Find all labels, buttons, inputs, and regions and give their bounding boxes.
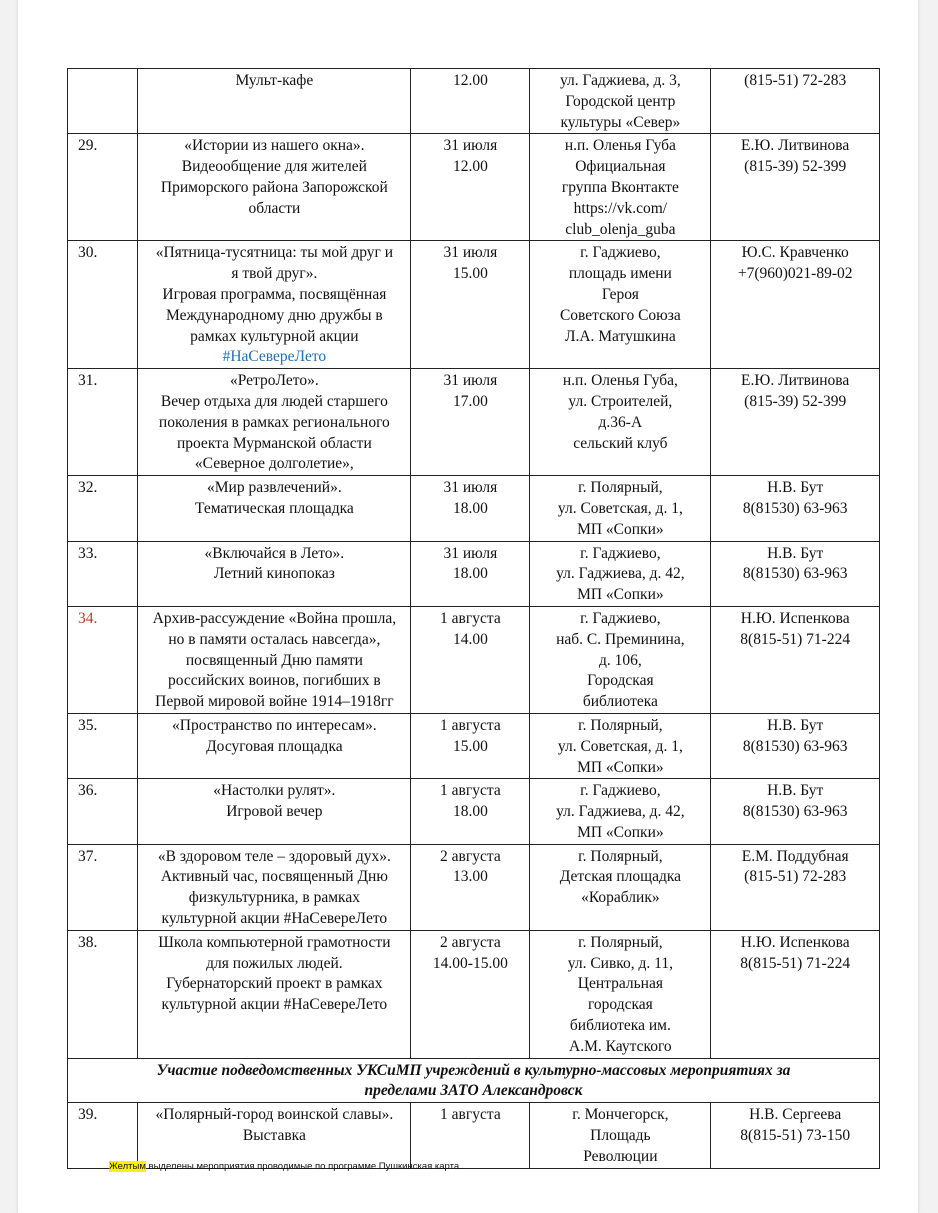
event-date-cell-line: 17.00 xyxy=(452,392,488,410)
row-number: 36. xyxy=(78,782,98,800)
event-name-cell-line: Видеообщение для жителей xyxy=(181,158,367,176)
event-place-cell-line: Городская xyxy=(587,672,654,690)
event-place-cell-line: площадь имени xyxy=(568,265,672,283)
event-place-cell-line: н.п. Оленья Губа, xyxy=(562,372,678,390)
event-name-cell-line: российских воинов, погибших в xyxy=(168,672,381,690)
event-contact-cell-line: 8(81530) 63-963 xyxy=(742,803,848,821)
row-number-cell xyxy=(68,476,138,541)
event-place-cell xyxy=(530,779,711,844)
event-contact-cell-line: 8(815-51) 73-150 xyxy=(740,1127,851,1145)
event-place-cell-line: библиотека xyxy=(582,693,658,711)
event-name-cell-line: «Истории из нашего окна». xyxy=(184,137,365,155)
event-place-cell xyxy=(530,930,711,1058)
event-date-cell-line: 31 июля xyxy=(443,244,498,262)
footnote-text: выделены мероприятия проводимые по программе Пушкинская карта xyxy=(145,1161,460,1172)
event-name-cell xyxy=(138,541,411,606)
row-number: 39. xyxy=(78,1106,98,1124)
event-name-cell-line: Вечер отдыха для людей старшего xyxy=(160,392,388,410)
event-name-cell-line: «Северное долголетие», xyxy=(194,455,354,473)
event-date-cell-line: 1 августа xyxy=(440,609,501,627)
event-place-cell-line: Городской центр xyxy=(565,92,676,110)
event-place-cell-line: н.п. Оленья Губа xyxy=(564,137,676,155)
row-number: 30. xyxy=(78,244,98,262)
event-name-cell-line: Тематическая площадка xyxy=(194,499,354,517)
event-place-cell-line: А.М. Каутского xyxy=(569,1037,672,1055)
table-row xyxy=(68,541,880,606)
event-place-cell xyxy=(530,1103,711,1168)
event-place-cell-line: club_olenja_guba xyxy=(565,220,676,238)
event-date-cell-line: 31 июля xyxy=(443,372,498,390)
event-date-cell xyxy=(411,713,530,778)
event-name-cell-line: Первой мировой войне 1914–1918гг xyxy=(155,693,394,711)
event-date-cell xyxy=(411,241,530,369)
event-contact-cell xyxy=(711,713,880,778)
event-place-cell-line: МП «Сопки» xyxy=(577,823,664,841)
event-place-cell-line: г. Полярный, xyxy=(578,847,663,865)
event-place-cell-line: наб. С. Преминина, xyxy=(556,630,685,648)
event-date-cell-line: 14.00-15.00 xyxy=(432,954,508,972)
row-number: 31. xyxy=(78,372,98,390)
event-name-cell-line: «Пятница-тусятница: ты мой друг и xyxy=(155,244,394,262)
event-place-cell xyxy=(530,844,711,930)
event-place-cell-line: библиотека им. xyxy=(569,1017,671,1035)
row-number-cell xyxy=(68,541,138,606)
row-number: 29. xyxy=(78,137,98,155)
event-name-cell-line: «Настолки рулят». xyxy=(213,782,336,800)
table-row xyxy=(68,241,880,369)
row-number: 35. xyxy=(78,716,98,734)
event-contact-cell-line: +7(960)021-89-02 xyxy=(737,265,853,283)
event-place-cell-line: Советского Союза xyxy=(559,306,681,324)
row-number-cell xyxy=(68,1103,138,1168)
event-place-cell-line: Революции xyxy=(583,1147,658,1165)
event-place-cell-line: сельский клуб xyxy=(573,434,668,452)
event-contact-cell-line: (815-39) 52-399 xyxy=(744,392,847,410)
event-contact-cell xyxy=(711,844,880,930)
row-number-cell xyxy=(68,844,138,930)
event-date-cell-line: 1 августа xyxy=(440,716,501,734)
event-contact-cell xyxy=(711,241,880,369)
event-place-cell-line: г. Гаджиево, xyxy=(580,782,661,800)
event-contact-cell-line: Е.Ю. Литвинова xyxy=(741,372,850,390)
event-name-cell xyxy=(138,606,411,713)
event-name-cell-line: «Включайся в Лето». xyxy=(204,544,345,562)
table-row xyxy=(68,844,880,930)
event-name-cell xyxy=(138,241,411,369)
event-date-cell-line: 31 июля xyxy=(443,137,498,155)
event-name-cell-line: «РетроЛето». xyxy=(229,372,319,390)
event-place-cell xyxy=(530,541,711,606)
event-place-cell xyxy=(530,134,711,241)
event-name-cell-line: культурной акции #НаСевереЛето xyxy=(161,910,388,928)
event-date-cell-line: 15.00 xyxy=(452,737,488,755)
event-place-cell xyxy=(530,713,711,778)
event-name-cell-line: Школа компьютерной грамотности xyxy=(158,933,391,951)
event-contact-cell-line: Н.В. Бут xyxy=(767,544,824,562)
event-place-cell-line: МП «Сопки» xyxy=(577,758,664,776)
event-date-cell-line: 1 августа xyxy=(440,782,501,800)
row-number-cell xyxy=(68,369,138,476)
event-place-cell-line: ул. Сивко, д. 11, xyxy=(567,954,673,972)
event-contact-cell-line: (815-51) 72-283 xyxy=(744,72,847,89)
event-contact-cell-line: Ю.С. Кравченко xyxy=(741,244,849,262)
event-place-cell-line: ул. Советская, д. 1, xyxy=(557,737,683,755)
event-name-cell-line: Игровая программа, посвящённая xyxy=(162,285,387,303)
event-date-cell xyxy=(411,476,530,541)
event-name-cell-line: Летний кинопоказ xyxy=(213,565,335,583)
event-name-cell xyxy=(138,844,411,930)
event-contact-cell-line: Н.В. Бут xyxy=(767,479,824,497)
event-date-cell xyxy=(411,541,530,606)
event-date-cell-line: 13.00 xyxy=(452,868,488,886)
event-place-cell xyxy=(530,476,711,541)
event-place-cell-line: группа Вконтакте xyxy=(561,178,679,196)
event-contact-cell-line: 8(815-51) 71-224 xyxy=(740,630,851,648)
event-date-cell-line: 31 июля xyxy=(443,479,498,497)
row-number-cell xyxy=(68,134,138,241)
table-row xyxy=(68,930,880,1058)
event-place-cell-line: д. 106, xyxy=(598,651,642,669)
event-name-cell xyxy=(138,1103,411,1168)
event-contact-cell-line: 8(81530) 63-963 xyxy=(742,499,848,517)
event-name-cell-line: Досуговая площадка xyxy=(206,737,343,755)
event-name-cell-line: Выставка xyxy=(242,1127,306,1145)
footnote xyxy=(109,1161,459,1172)
event-contact-cell xyxy=(711,69,880,134)
event-contact-cell-line: Е.М. Поддубная xyxy=(741,847,849,865)
event-place-cell-line: Центральная xyxy=(577,975,663,993)
event-name-cell-line: для пожилых людей. xyxy=(206,954,343,972)
event-name-cell xyxy=(138,369,411,476)
event-place-cell-line: ул. Строителей, xyxy=(568,392,673,410)
event-place-cell xyxy=(530,606,711,713)
event-name-cell-line: поколения в рамках регионального xyxy=(158,413,390,431)
event-date-cell xyxy=(411,606,530,713)
table-row xyxy=(68,779,880,844)
event-name-cell-line: проекта Мурманской области xyxy=(176,434,372,452)
event-name-cell-line: «В здоровом теле – здоровый дух». xyxy=(157,847,391,865)
event-place-cell-line: https://vk.com/ xyxy=(573,199,668,217)
event-contact-cell xyxy=(711,134,880,241)
event-name-cell-line: посвященный Дню памяти xyxy=(185,651,363,669)
event-date-cell xyxy=(411,369,530,476)
event-date-cell xyxy=(411,930,530,1058)
event-contact-cell-line: (815-39) 52-399 xyxy=(744,158,847,176)
event-date-cell-line: 12.00 xyxy=(452,158,488,176)
row-number: 38. xyxy=(78,933,98,951)
event-place-cell-line: ул. Гаджиева, д. 42, xyxy=(556,565,685,583)
table-row xyxy=(68,1103,880,1168)
event-place-cell-line: МП «Сопки» xyxy=(577,520,664,538)
event-contact-cell xyxy=(711,606,880,713)
event-name-cell-line: рамках культурной акции xyxy=(190,327,359,345)
event-contact-cell-line: Н.Ю. Испенкова xyxy=(740,609,850,627)
row-number-cell xyxy=(68,930,138,1058)
event-name-cell-line: «Пространство по интересам». xyxy=(172,716,377,734)
event-date-cell-line: 14.00 xyxy=(452,630,488,648)
event-place-cell-line: ул. Советская, д. 1, xyxy=(557,499,683,517)
event-place-cell-line: культуры «Север» xyxy=(560,113,681,131)
row-number-cell xyxy=(68,779,138,844)
event-name-cell xyxy=(138,713,411,778)
table-row xyxy=(68,134,880,241)
event-name-cell-line: Архив-рассуждение «Война прошла, xyxy=(152,609,397,627)
event-name-cell-line: «Мир развлечений». xyxy=(207,479,342,497)
event-name-cell-line: я твой друг». xyxy=(231,265,318,283)
event-name-cell-line: Активный час, посвященный Дню xyxy=(160,868,388,886)
row-number-cell xyxy=(68,606,138,713)
table-row xyxy=(68,713,880,778)
footnote-highlighted-word: Желтым xyxy=(109,1161,146,1172)
event-place-cell-line: «Кораблик» xyxy=(581,889,660,907)
event-place-cell xyxy=(530,369,711,476)
event-contact-cell-line: 8(815-51) 71-224 xyxy=(740,954,851,972)
event-contact-cell xyxy=(711,369,880,476)
event-contact-cell-line: Н.В. Сергеева xyxy=(749,1106,842,1124)
event-place-cell-line: г. Гаджиево, xyxy=(580,544,661,562)
events-table xyxy=(67,68,880,1169)
event-hashtag: #НаСевереЛето xyxy=(222,348,327,366)
event-place-cell-line: ул. Гаджиева, д. 42, xyxy=(556,803,685,821)
row-number: 33. xyxy=(78,544,98,562)
event-place-cell-line: г. Гаджиево, xyxy=(580,244,661,262)
row-number: 34. xyxy=(78,609,98,627)
event-date-cell xyxy=(411,1103,530,1168)
event-contact-cell-line: Н.В. Бут xyxy=(767,782,824,800)
row-number-cell xyxy=(68,713,138,778)
table-row xyxy=(68,369,880,476)
event-date-cell-line: 18.00 xyxy=(452,565,488,583)
event-date-cell-line: 2 августа xyxy=(440,847,501,865)
event-date-cell-line: 1 августа xyxy=(440,1106,501,1124)
event-place-cell-line: г. Полярный, xyxy=(578,479,663,497)
event-contact-cell xyxy=(711,541,880,606)
event-contact-cell xyxy=(711,1103,880,1168)
event-date-cell-line: 18.00 xyxy=(452,803,488,821)
event-name-cell-line: области xyxy=(248,199,301,217)
event-name-cell-line: Игровой вечер xyxy=(226,803,323,821)
event-date-cell-line: 15.00 xyxy=(452,265,488,283)
event-contact-cell-line: 8(81530) 63-963 xyxy=(742,565,848,583)
event-place-cell-line: г. Мончегорск, xyxy=(572,1106,669,1124)
event-place-cell-line: ул. Гаджиева, д. 3, xyxy=(559,72,681,89)
event-name-cell xyxy=(138,476,411,541)
row-number-cell xyxy=(68,69,138,134)
table-row xyxy=(68,69,880,134)
event-name-cell-line: но в памяти осталась навсегда», xyxy=(168,630,381,648)
event-contact-cell xyxy=(711,930,880,1058)
section-header-line: пределами ЗАТО Александровск xyxy=(364,1082,583,1100)
event-name-cell xyxy=(138,69,411,134)
event-name-cell-line: Приморского района Запорожской xyxy=(160,178,388,196)
row-number: 37. xyxy=(78,847,98,865)
event-place-cell-line: Героя xyxy=(601,285,639,303)
event-name-cell xyxy=(138,134,411,241)
event-contact-cell-line: 8(81530) 63-963 xyxy=(742,737,848,755)
section-header-line: Участие подведомственных УКСиМП учреждений в культурно-массовых мероприятиях за xyxy=(156,1061,791,1079)
row-number: 32. xyxy=(78,479,98,497)
event-date-cell xyxy=(411,69,530,134)
document-page xyxy=(18,0,918,1213)
event-name-cell-line: культурной акции #НаСевереЛето xyxy=(161,996,388,1014)
event-date-cell xyxy=(411,844,530,930)
event-place-cell-line: Официальная xyxy=(575,158,666,176)
event-name-cell xyxy=(138,779,411,844)
event-place-cell-line: МП «Сопки» xyxy=(577,586,664,604)
event-date-cell-line: 12.00 xyxy=(452,72,488,89)
event-name-cell-line: «Полярный-город воинской славы». xyxy=(155,1106,394,1124)
event-place-cell-line: Л.А. Матушкина xyxy=(564,327,676,345)
event-date-cell-line: 31 июля xyxy=(443,544,498,562)
event-place-cell-line: городская xyxy=(587,996,653,1014)
event-place-cell-line: Детская площадка xyxy=(559,868,682,886)
event-contact-cell xyxy=(711,779,880,844)
event-date-cell-line: 2 августа xyxy=(440,933,501,951)
events-table-body xyxy=(68,69,880,1169)
event-contact-cell-line: (815-51) 72-283 xyxy=(744,868,847,886)
event-place-cell-line: Площадь xyxy=(590,1127,651,1145)
event-place-cell-line: г. Гаджиево, xyxy=(580,609,661,627)
section-header xyxy=(68,1058,880,1103)
event-date-cell-line: 18.00 xyxy=(452,499,488,517)
event-date-cell xyxy=(411,779,530,844)
event-name-cell xyxy=(138,930,411,1058)
event-place-cell-line: г. Полярный, xyxy=(578,933,663,951)
event-date-cell xyxy=(411,134,530,241)
event-name-cell-line: Международному дню дружбы в xyxy=(166,306,383,324)
event-place-cell-line: д.36-А xyxy=(598,413,643,431)
event-place-cell xyxy=(530,241,711,369)
event-place-cell xyxy=(530,69,711,134)
table-row xyxy=(68,476,880,541)
table-row xyxy=(68,606,880,713)
event-name-cell-line: Мульт-кафе xyxy=(235,72,314,89)
event-contact-cell xyxy=(711,476,880,541)
event-contact-cell-line: Е.Ю. Литвинова xyxy=(741,137,850,155)
event-name-cell-line: физкультурника, в рамках xyxy=(188,889,360,907)
event-contact-cell-line: Н.Ю. Испенкова xyxy=(740,933,850,951)
event-contact-cell-line: Н.В. Бут xyxy=(767,716,824,734)
row-number-cell xyxy=(68,241,138,369)
event-place-cell-line: г. Полярный, xyxy=(578,716,663,734)
section-header-row xyxy=(68,1058,880,1103)
event-name-cell-line: Губернаторский проект в рамках xyxy=(166,975,383,993)
